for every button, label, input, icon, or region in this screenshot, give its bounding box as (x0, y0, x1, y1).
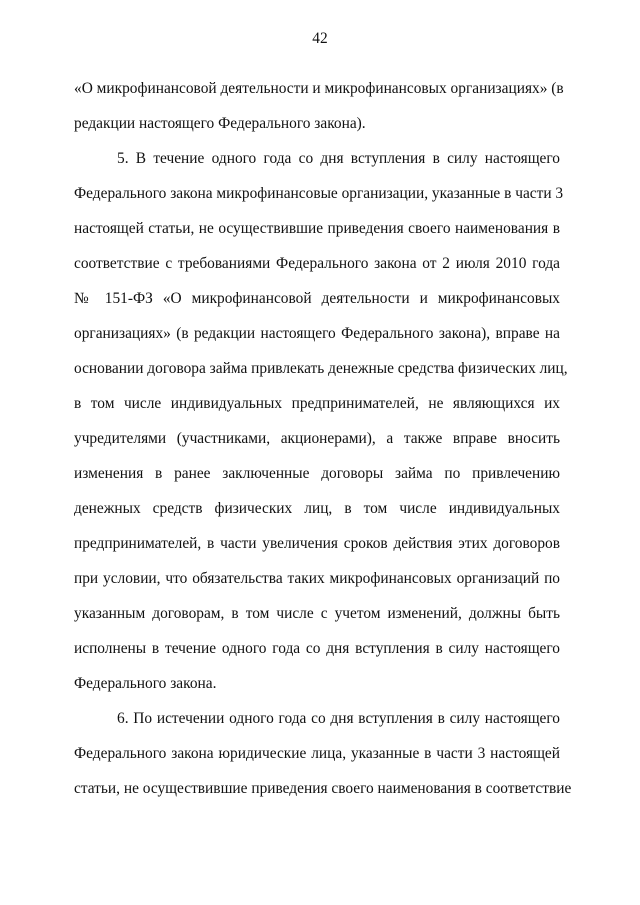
text-line: учредителями (участниками, акционерами), а также вправе вносить (74, 430, 560, 447)
text-line: 5. В течение одного года со дня вступления в силу настоящего (117, 150, 560, 167)
text-line: указанным договорам, в том числе с учетом изменений, должны быть (74, 605, 560, 622)
text-line: № 151-ФЗ «О микрофинансовой деятельности и микрофинансовых (74, 290, 560, 307)
text-line: денежных средств физических лиц, в том числе индивидуальных (74, 500, 560, 517)
text-line: статьи, не осуществившие приведения своего наименования в соответствие (74, 780, 572, 797)
text-line: Федерального закона. (74, 675, 217, 692)
text-line: Федерального закона микрофинансовые организации, указанные в части 3 (74, 185, 564, 202)
text-line: соответствие с требованиями Федерального закона от 2 июля 2010 года (74, 255, 560, 272)
text-line: исполнены в течение одного года со дня вступления в силу настоящего (74, 640, 560, 657)
text-line: в том числе индивидуальных предпринимателей, не являющихся их (74, 395, 560, 412)
text-line: основании договора займа привлекать денежные средства физических лиц, (74, 360, 568, 377)
text-line: 6. По истечении одного года со дня вступления в силу настоящего (117, 710, 560, 727)
text-line: организациях» (в редакции настоящего Федерального закона), вправе на (74, 325, 560, 342)
text-line: Федерального закона юридические лица, указанные в части 3 настоящей (74, 745, 560, 762)
page-number: 42 (312, 30, 328, 47)
text-line: настоящей статьи, не осуществившие приведения своего наименования в (74, 220, 560, 237)
text-line: изменения в ранее заключенные договоры займа по привлечению (74, 465, 560, 482)
text-line: «О микрофинансовой деятельности и микрофинансовых организациях» (в (74, 80, 564, 97)
text-line: предпринимателей, в части увеличения сроков действия этих договоров (74, 535, 560, 552)
text-line: при условии, что обязательства таких микрофинансовых организаций по (74, 570, 560, 587)
text-line: редакции настоящего Федерального закона). (74, 115, 366, 132)
